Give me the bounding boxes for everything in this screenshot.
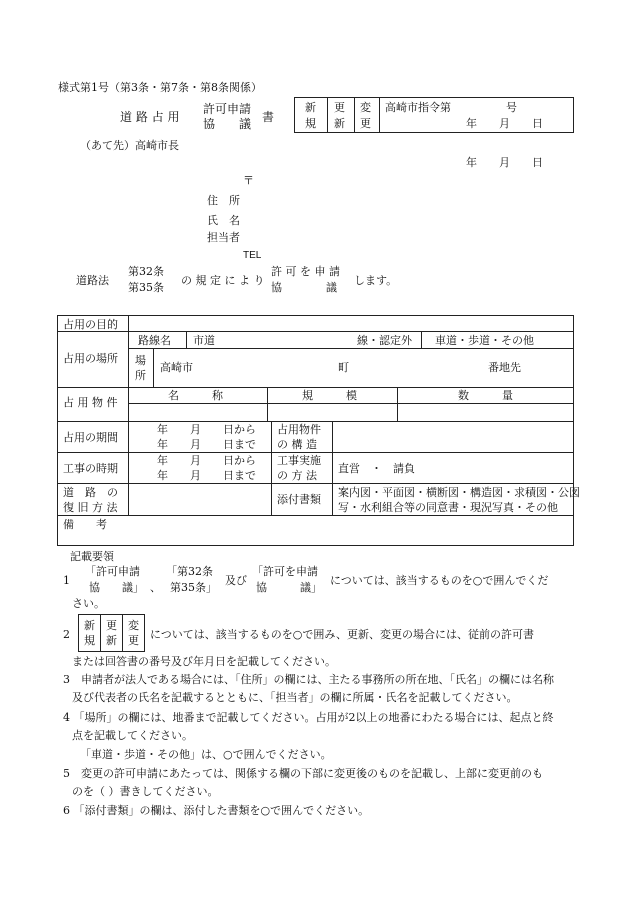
note-1-text: については、該当するものを○で囲んでくだ bbox=[330, 574, 549, 587]
structure-label-bottom: の 構 造 bbox=[277, 438, 317, 451]
law-name: 道路法 bbox=[76, 274, 109, 287]
law-article-32[interactable]: 第32条 bbox=[128, 265, 164, 278]
tel-label: TEL bbox=[243, 250, 262, 261]
attachments-options-1[interactable]: 案内図・平面図・横断図・構造図・求積図・公図 bbox=[338, 486, 580, 499]
road-kind[interactable]: 車道・歩道・その他 bbox=[435, 334, 534, 347]
restore-label-top: 道 路 の bbox=[63, 486, 118, 499]
title-main: 道 路 占 用 bbox=[120, 110, 180, 124]
application-date[interactable]: 年 月 日 bbox=[466, 156, 543, 169]
method-label-bottom: の 方 法 bbox=[277, 469, 317, 482]
status-change-top[interactable]: 変 bbox=[360, 101, 371, 114]
restore-label-bottom: 復 旧 方 法 bbox=[63, 501, 118, 514]
route-value[interactable]: 市道 bbox=[193, 334, 215, 347]
note-2-text: については、該当するものを○で囲み、更新、変更の場合には、従前の許可書 bbox=[150, 628, 535, 641]
method-label-top: 工事実施 bbox=[277, 454, 321, 467]
route-kind[interactable]: 線・認定外 bbox=[357, 334, 412, 347]
note-2-change-bottom: 更 bbox=[128, 634, 139, 647]
method-value[interactable]: 直営 ・ 請負 bbox=[338, 462, 415, 475]
location-label-top: 場 bbox=[135, 354, 146, 367]
purpose-label: 占用の目的 bbox=[63, 318, 118, 331]
note-1-option-c2: 協 議」 bbox=[256, 581, 322, 594]
note-5-cont: のを（ ）書きしてください。 bbox=[72, 785, 219, 798]
title-option-consult: 協 議 bbox=[203, 117, 252, 131]
name-label: 氏 名 bbox=[207, 214, 240, 227]
note-2-renew-top: 更 bbox=[106, 619, 117, 632]
note-2-change-top: 変 bbox=[128, 619, 139, 632]
period-from[interactable]: 年 月 日から bbox=[157, 423, 256, 436]
period-label: 占用の期間 bbox=[63, 431, 118, 444]
object-name-header: 名 称 bbox=[168, 389, 223, 402]
object-scale-header: 規 模 bbox=[302, 389, 357, 402]
attachments-label: 添付書類 bbox=[277, 493, 321, 506]
note-1-option-c1: 「許可を申請 bbox=[252, 565, 318, 578]
note-1-option-a1: 「許可申請 bbox=[85, 565, 140, 578]
reference-number[interactable]: 高崎市指令第 号 bbox=[385, 101, 517, 114]
period-to[interactable]: 年 月 日まで bbox=[157, 438, 256, 451]
work-period-label: 工事の時期 bbox=[63, 462, 118, 475]
status-new-top[interactable]: 新 bbox=[305, 101, 316, 114]
remarks-label: 備 考 bbox=[63, 518, 107, 531]
structure-label-top: 占用物件 bbox=[277, 423, 321, 436]
note-6: 6 「添付書類」の欄は、添付した書類を○で囲んでください。 bbox=[63, 804, 370, 817]
note-4-extra: 「車道・歩道・その他」は、○で囲んでください。 bbox=[80, 748, 332, 761]
note-1-number: 1 bbox=[63, 574, 70, 587]
object-quantity-header: 数 量 bbox=[458, 389, 513, 402]
note-4: 4 「場所」の欄には、地番まで記載してください。占用が2以上の地番にわたる場合には、起点と終 bbox=[63, 711, 554, 724]
note-2-new-top: 新 bbox=[84, 619, 95, 632]
title-end: 書 bbox=[262, 110, 275, 124]
postal-mark: 〒 bbox=[243, 174, 254, 187]
note-1-separator: 、 bbox=[150, 581, 161, 594]
object-label: 占 用 物 件 bbox=[63, 396, 118, 409]
route-label: 路線名 bbox=[138, 334, 171, 347]
address-label: 住 所 bbox=[207, 194, 240, 207]
law-option-consult[interactable]: 協 議 bbox=[271, 281, 337, 294]
note-1-and: 及び bbox=[225, 574, 247, 587]
note-2-text-cont: または回答書の番号及び年月日を記載してください。 bbox=[72, 655, 336, 668]
location-banchi[interactable]: 番地先 bbox=[488, 361, 521, 374]
form-number: 様式第1号（第3条・第7条・第8条関係） bbox=[58, 81, 262, 94]
status-new-bottom[interactable]: 規 bbox=[305, 117, 316, 130]
note-1-option-a2: 協 議」 bbox=[89, 581, 144, 594]
note-2-new-bottom: 規 bbox=[84, 634, 95, 647]
note-3: 3 申請者が法人である場合には、「住所」の欄には、主たる事務所の所在地、「氏名」の欄には名称 bbox=[63, 673, 554, 686]
law-end-text: します。 bbox=[354, 274, 398, 287]
law-article-35[interactable]: 第35条 bbox=[128, 281, 164, 294]
note-4-cont: 点を記載してください。 bbox=[72, 729, 193, 742]
notes-heading: 記載要領 bbox=[70, 550, 114, 563]
person-label: 担当者 bbox=[207, 231, 240, 244]
law-option-permit[interactable]: 許 可 を 申 請 bbox=[271, 265, 340, 278]
law-middle-text: の 規 定 に よ り bbox=[181, 274, 265, 287]
attachments-options-2[interactable]: 写・水利組合等の同意書・現況写真・その他 bbox=[338, 501, 558, 514]
note-5: 5 変更の許可申請にあたっては、関係する欄の下部に変更後のものを記載し、上部に変更前のも bbox=[63, 767, 543, 780]
status-renew-bottom[interactable]: 新 bbox=[334, 117, 345, 130]
note-2-number: 2 bbox=[63, 628, 70, 641]
note-3-cont: 及び代表者の氏名を記載するとともに、「担当者」の欄に所属・氏名を記載してください。 bbox=[72, 691, 518, 704]
reference-date[interactable]: 年 月 日 bbox=[466, 117, 543, 130]
location-city: 高崎市 bbox=[160, 361, 193, 374]
addressee: （あて先）高崎市長 bbox=[80, 139, 179, 152]
status-change-bottom[interactable]: 更 bbox=[360, 117, 371, 130]
note-2-renew-bottom: 新 bbox=[106, 634, 117, 647]
status-renew-top[interactable]: 更 bbox=[334, 101, 345, 114]
work-to[interactable]: 年 月 日まで bbox=[157, 469, 256, 482]
work-from[interactable]: 年 月 日から bbox=[157, 454, 256, 467]
location-town[interactable]: 町 bbox=[338, 361, 349, 374]
note-1-text-cont: さい。 bbox=[72, 597, 105, 610]
location-label-bottom: 所 bbox=[135, 369, 146, 382]
note-1-option-b1: 「第32条 bbox=[166, 565, 213, 578]
note-1-option-b2: 第35条」 bbox=[170, 581, 217, 594]
place-label: 占用の場所 bbox=[63, 352, 118, 365]
title-option-permit: 許可申請 bbox=[203, 102, 252, 116]
